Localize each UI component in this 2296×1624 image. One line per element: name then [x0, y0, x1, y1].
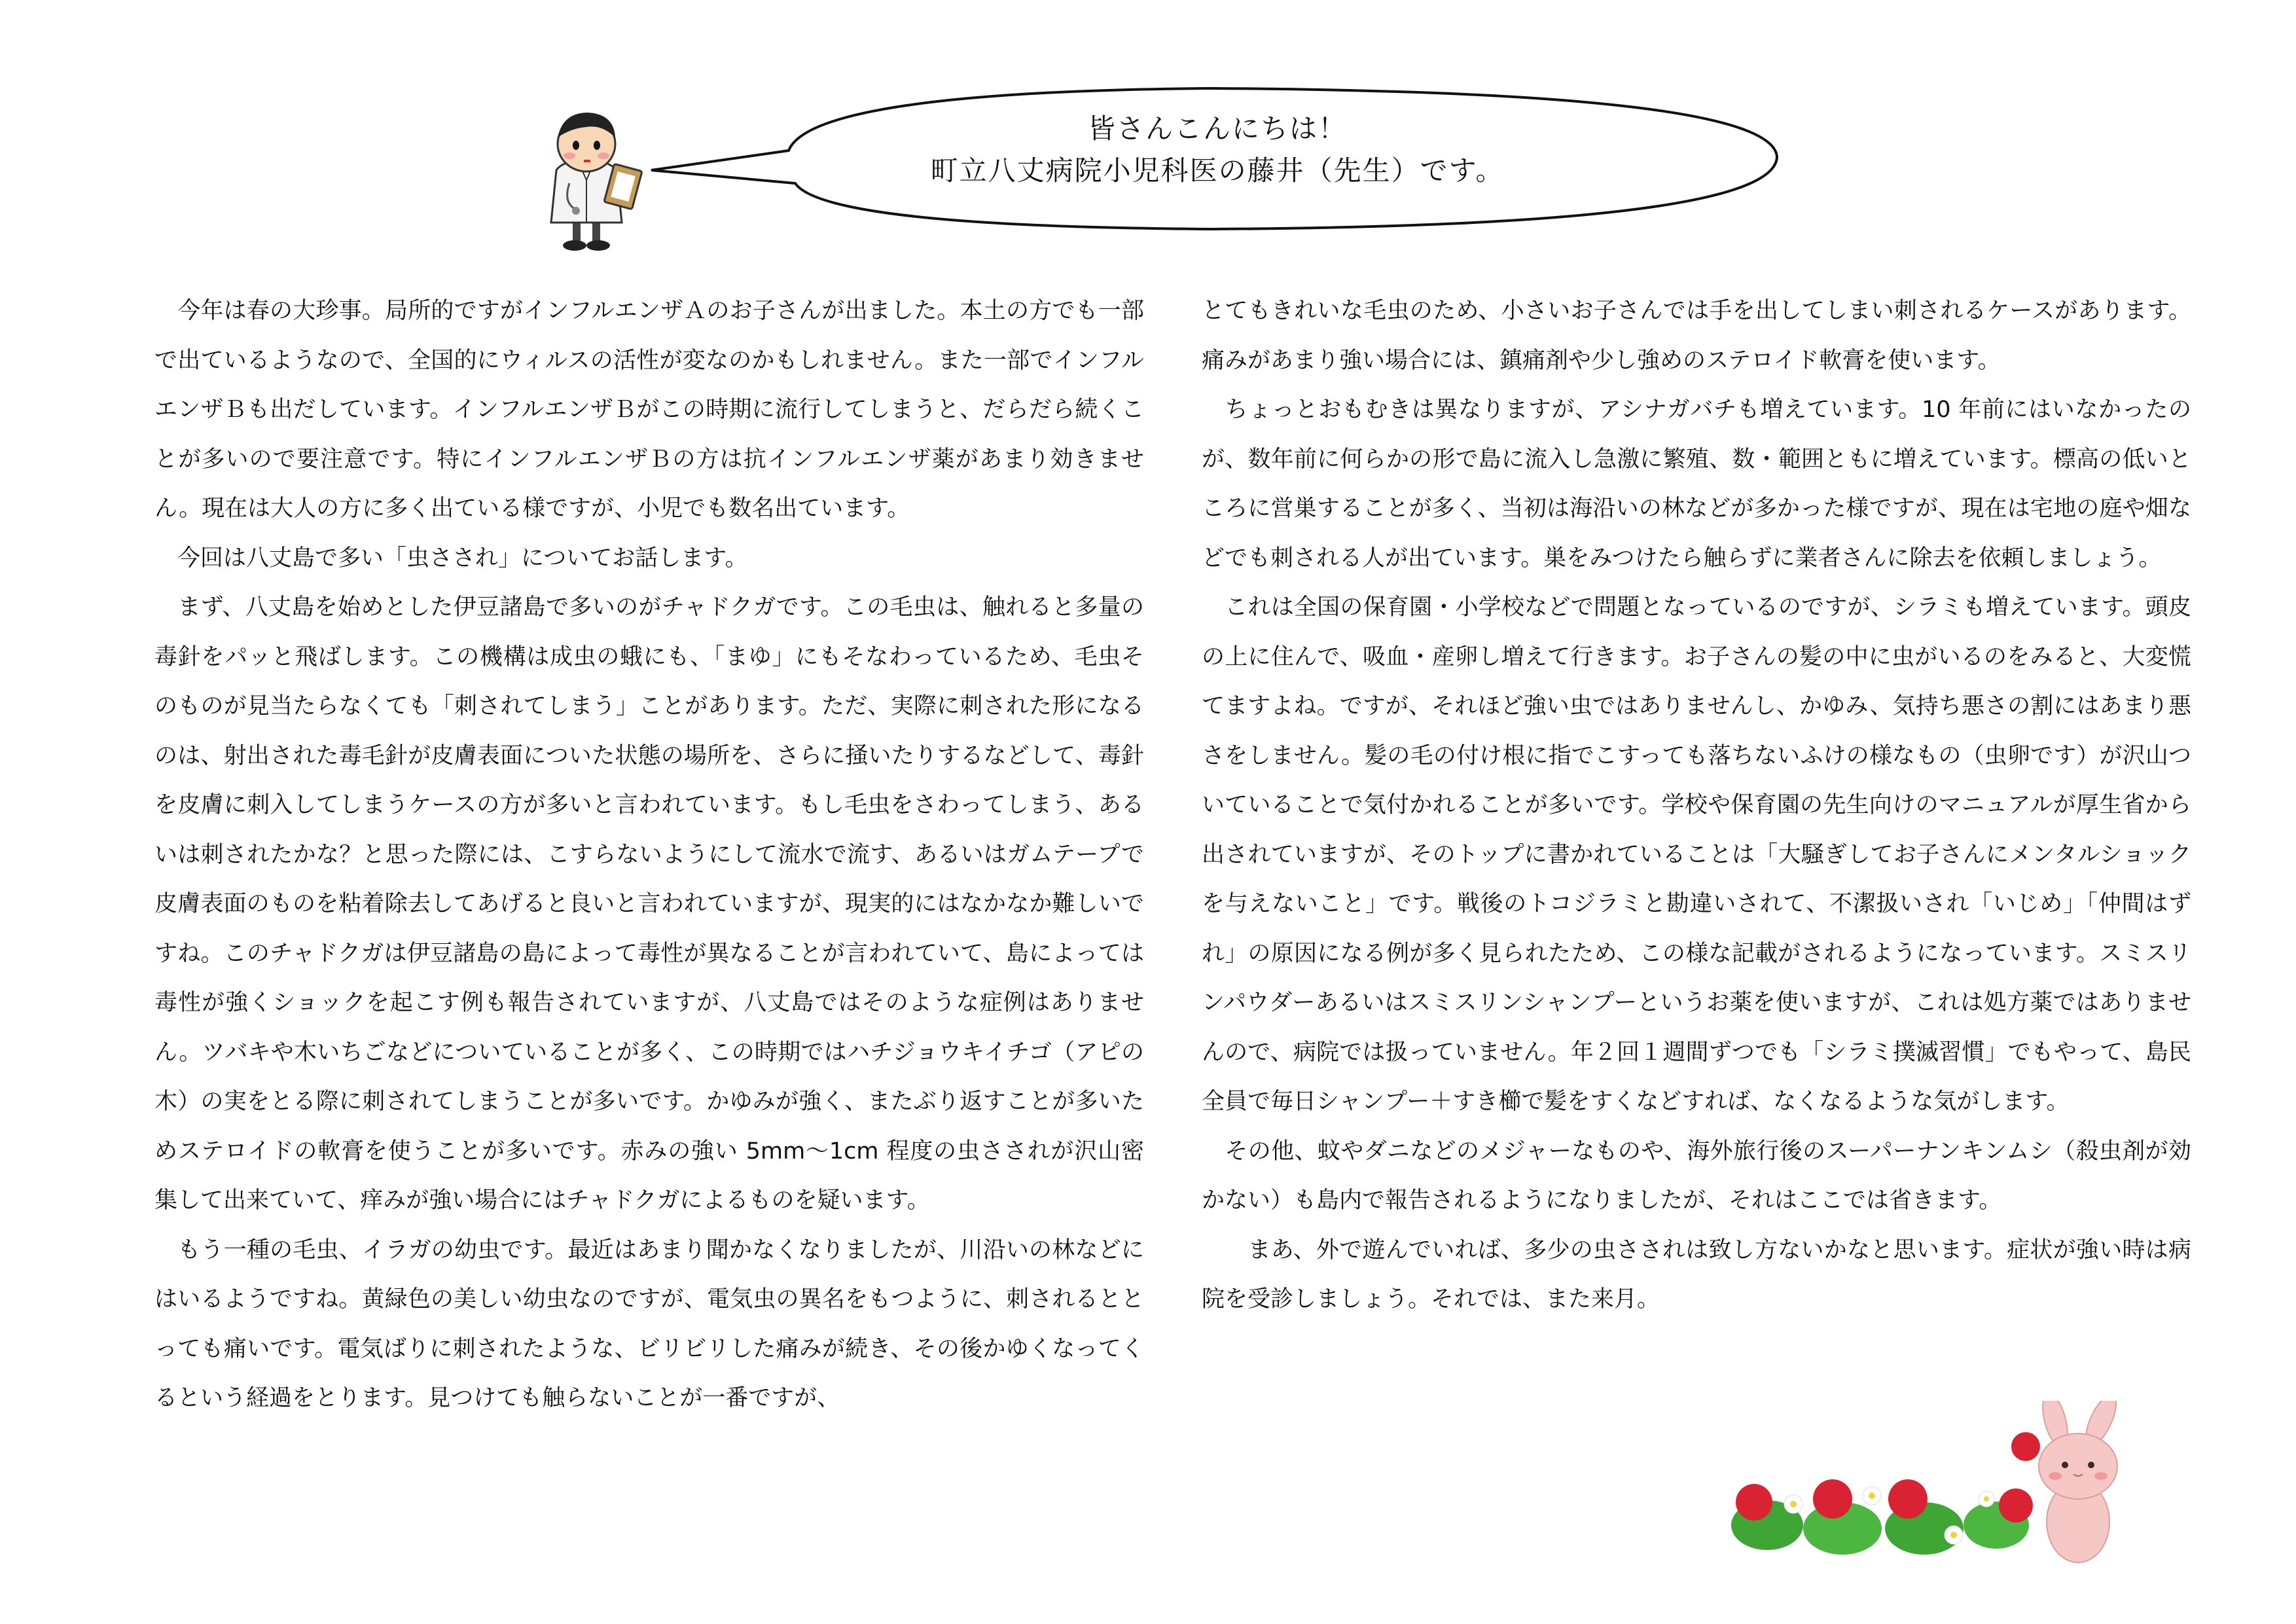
rabbit: [2038, 1401, 2123, 1562]
rabbit-strawberry-illustration: [1728, 1401, 2147, 1571]
left-column: [154, 287, 1144, 1424]
paragraph-influenza: 今年は春の大珍事。局所的ですがインフルエンザＡのお子さんが出ました。本土の方でも一部で出ているようなので、全国的にウィルスの活性が変なのかもしれません。また一部でインフルエンザＢも出だしています。インフルエンザＢがこの時期に流行してしまうと、だらだら続くことが多いので要注意です。特にインフルエンザＢの方は抗インフルエンザ薬があまり効きません。現在は大人の方に多く出ている様ですが、小児でも数名出ています。: [154, 298, 1144, 522]
leaves: [1731, 1500, 2029, 1555]
greeting-line-1: 皆さんこんにちは！: [1087, 113, 1347, 145]
paragraph-shirami: これは全国の保育園・小学校などで問題となっているのですが、シラミも増えています。頭皮の上に住んで、吸血・産卵し増えて行きます。お子さんの髪の中に虫がいるのをみると、大変慌てますよね。ですが、それほど強い虫ではありませんし、かゆみ、気持ち悪さの割にはあまり悪さをしません。髪の毛の付け根に指でこすっても落ちないふけの様なもの（虫卵です）が沢山ついていることで気付かれることが多いです。学校や保育園の先生向けのマニュアルが厚生省から出されていますが、そのトップに書かれていることは「大騒ぎしてお子さんにメンタルショックを与えないこと」です。戦後のトコジラミと勘違いされて、不潔扱いされ「いじめ」「仲間はずれ」の原因になる例が多く見られたため、この様な記載がされるようになっています。スミスリンパウダーあるいはスミスリンシャンプーというお薬を使いますが、これは処方薬ではありませんので、病院では扱っていません。年２回１週間ずつでも「シラミ撲滅習慣」でもやって、島民全員で毎日シャンプー＋すき櫛で髪をすくなどすれば、なくなるような気がします。: [1202, 594, 2191, 1115]
paragraph-iraga: もう一種の毛虫、イラガの幼虫です。最近はあまり聞かなくなりましたが、川沿いの林などにはいるようですね。黄緑色の美しい幼虫なのですが、電気虫の異名をもつように、刺されるととっても痛いです。電気ばりに刺されたような、ビリビリした痛みが続き、その後かゆくなってくるという経過をとります。見つけても触らないことが一番ですが、: [154, 1236, 1144, 1411]
paragraph-others: その他、蚊やダニなどのメジャーなものや、海外旅行後のスーパーナンキンムシ（殺虫剤が効かない）も島内で報告されるようになりましたが、それはここでは省きます。: [1202, 1138, 2191, 1214]
paragraph-chadokuga: まず、八丈島を始めとした伊豆諸島で多いのがチャドクガです。この毛虫は、触れると多量の毒針をパッと飛ばします。この機構は成虫の蛾にも、「まゆ」にもそなわっているため、毛虫そのものが見当たらなくても「刺されてしまう」ことがあります。ただ、実際に刺された形になるのは、射出された毒毛針が皮膚表面についた状態の場所を、さらに掻いたりするなどして、毒針を皮膚に刺入してしまうケースの方が多いと言われています。もし毛虫をさわってしまう、あるいは刺されたかな？と思った際には、こすらないようにして流水で流す、あるいはガムテープで皮膚表面のものを粘着除去してあげると良いと言われていますが、現実的にはなかなか難しいですね。このチャドクガは伊豆諸島の島によって毒性が異なることが言われていて、島によっては毒性が強くショックを起こす例も報告されていますが、八丈島ではそのような症例はありません。ツバキや木いちごなどについていることが多く、この時期ではハチジョウキイチゴ（アピの木）の実をとる際に刺されてしまうことが多いです。かゆみが強く、またぶり返すことが多いためステロイドの軟膏を使うことが多いです。赤みの強い 5mm～1cm 程度の虫さされが沢山密集して出来ていて、痒みが強い場合にはチャドクガによるものを疑います。: [154, 594, 1144, 1214]
doctor-illustration: [511, 98, 661, 268]
speech-bubble-text: [753, 108, 1682, 192]
greeting-line-2: 町立八丈病院小児科医の藤井（先生）です。: [930, 154, 1505, 187]
paragraph-closing: まあ、外で遊んでいれば、多少の虫さされは致し方ないかなと思います。症状が強い時は病院を受診しましょう。それでは、また来月。: [1202, 1236, 2191, 1312]
paragraph-topic-intro: 今回は八丈島で多い「虫さされ」についてお話します。: [154, 545, 748, 571]
paragraph-ashinagabachi: ちょっとおもむきは異なりますが、アシナガバチも増えています。10 年前にはいなかったのが、数年前に何らかの形で島に流入し急激に繁殖、数・範囲ともに増えています。標高の低いところに営巣することが多く、当初は海沿いの林などが多かった様ですが、現在は宅地の庭や畑などでも刺される人が出ています。巣をみつけたら触らずに業者さんに除去を依頼しましょう。: [1202, 397, 2191, 571]
paragraph-iraga-continued: とてもきれいな毛虫のため、小さいお子さんでは手を出してしまい刺されるケースがあります。痛みがあまり強い場合には、鎮痛剤や少し強めのステロイド軟膏を使います。: [1202, 298, 2191, 374]
right-column: [1202, 287, 2191, 1325]
